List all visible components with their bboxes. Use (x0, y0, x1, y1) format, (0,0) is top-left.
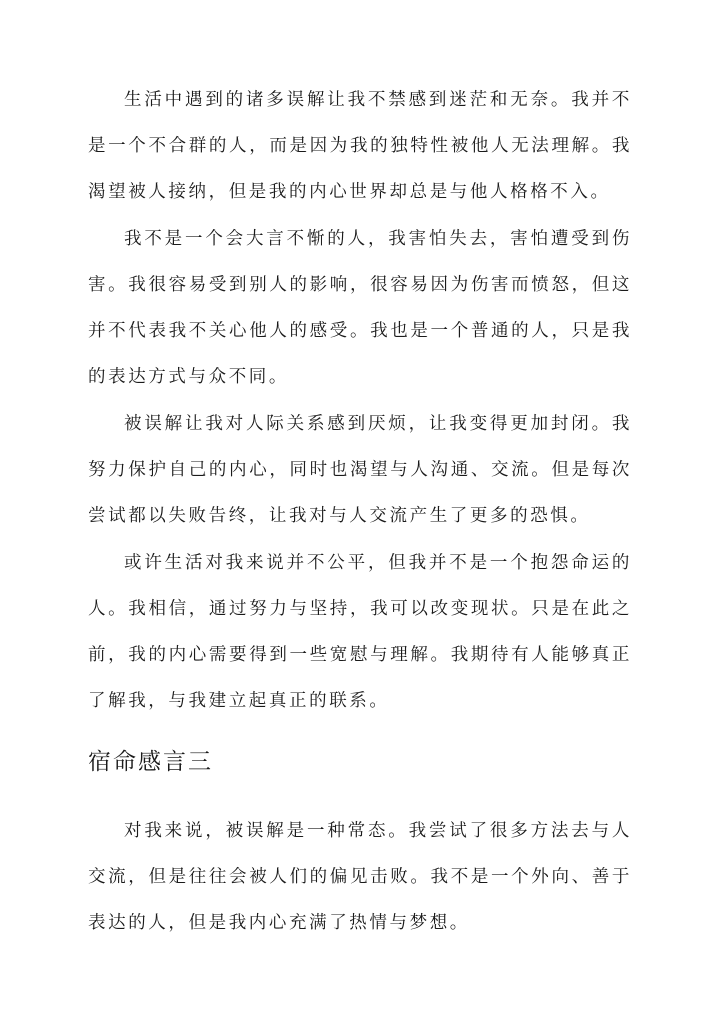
section-heading: 宿命感言三 (88, 749, 213, 775)
paragraph-4: 或许生活对我来说并不公平，但我并不是一个抱怨命运的人。我相信，通过努力与坚持，我可以改变现状。只是在此之前，我的内心需要得到一些宽慰与理解。我期待有人能够真正了解我，与我建立起真正的联系。 (88, 553, 632, 711)
paragraph-1: 生活中遇到的诸多误解让我不禁感到迷茫和无奈。我并不是一个不合群的人，而是因为我的独特性被他人无法理解。我渴望被人接纳，但是我的内心世界却总是与他人格格不入。 (88, 90, 632, 202)
paragraph-2: 我不是一个会大言不惭的人，我害怕失去，害怕遭受到伤害。我很容易受到别人的影响，很容易因为伤害而愤怒，但这并不代表我不关心他人的感受。我也是一个普通的人，只是我的表达方式与众不同。 (88, 229, 632, 387)
section-paragraph-1: 对我来说，被误解是一种常态。我尝试了很多方法去与人交流，但是往往会被人们的偏见击败。我不是一个外向、善于表达的人，但是我内心充满了热情与梦想。 (88, 821, 632, 933)
paragraph-3: 被误解让我对人际关系感到厌烦，让我变得更加封闭。我努力保护自己的内心，同时也渴望与人沟通、交流。但是每次尝试都以失败告终，让我对与人交流产生了更多的恐惧。 (88, 414, 632, 526)
